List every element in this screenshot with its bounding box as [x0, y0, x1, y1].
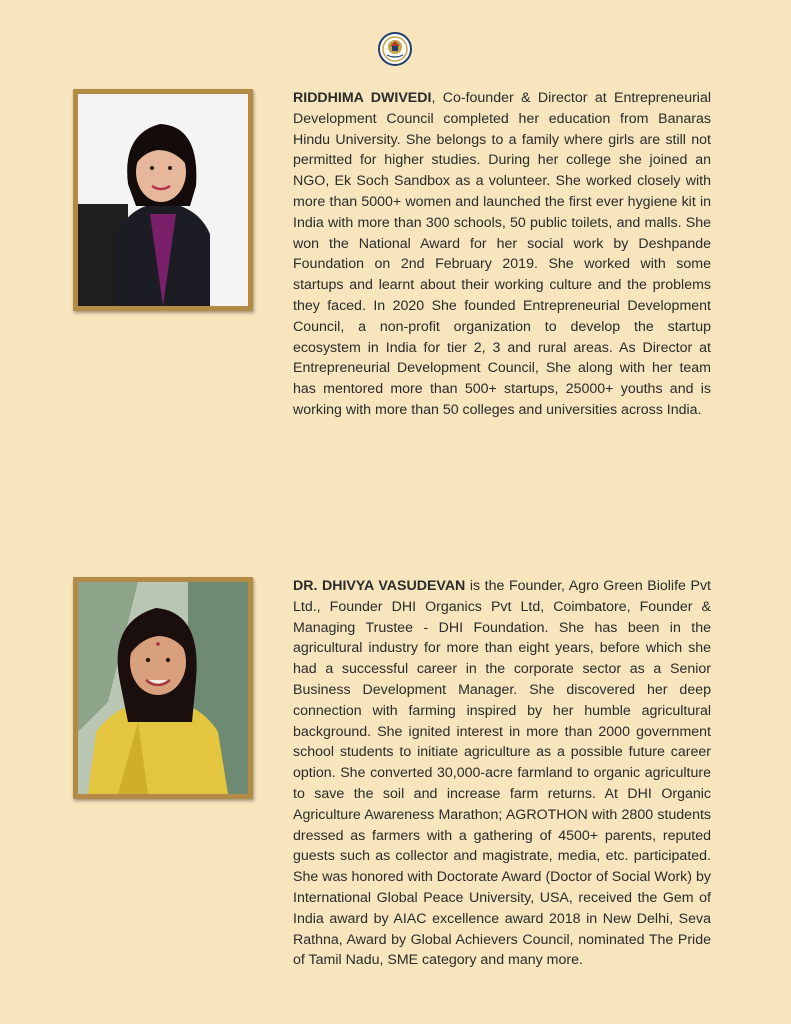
portrait-woman-yellow-saree-icon — [78, 582, 248, 794]
person-name: DR. DHIVYA VASUDEVAN — [293, 578, 466, 594]
bio-text: is the Founder, Agro Green Biolife Pvt Ltd., Founder DHI Organics Pvt Ltd, Coimbatore, Founder & Managing Trustee - DHI Foundation. She has been in the agricultural industry for more than eight years, before which she had a successful career in the corporate sector as a Senior Business Development Manager. She discovered her deep connection with farming inspired by her humble agricultural background. She ignited interest in more than 2000 government school students to initiate agriculture as a possible future career option. She converted 30,000-acre farmland to organic agriculture to save the soil and increase farm returns. At DHI Organic Agriculture Awareness Marathon; AGROTHON with 2800 students dressed as farmers with a gathering of 4500+ parents, reputed guests such as collector and magistrate, media, etc. participated. She was honored with Doctorate Award (Doctor of Social Work) by International Global Peace University, USA, received the Gem of India award by AIAC excellence award 2018 in New Delhi, Seva Rathna, Award by Global Achievers Council, nominated The Pride of Tamil Nadu, SME category and many more. — [293, 578, 711, 969]
portrait-photo-1 — [73, 89, 253, 311]
bio-paragraph-2 — [293, 576, 711, 971]
bio-text: , Co-founder & Director at Entrepreneurial Development Council completed her education from Banaras Hindu University. She belongs to a family where girls are still not permitted for higher studies. During her college she joined an NGO, Ek Soch Sandbox as a volunteer. She worked closely with more than 5000+ women and launched the first ever hygiene kit in India with more than 300 schools, 50 public toilets, and malls. She won the National Award for her social work by Deshpande Foundation on 2nd February 2019. She worked with some startups and learnt about their working culture and the problems they faced. In 2020 She founded Entrepreneurial Development Council, a non-profit organization to develop the startup ecosystem in India for tier 2, 3 and rural areas. As Director at Entrepreneurial Development Council, She along with her team has mentored more than 500+ startups, 25000+ youths and is working with more than 50 colleges and universities across India. — [293, 90, 711, 418]
portrait-woman-dark-blazer-icon — [78, 94, 248, 306]
round-emblem-icon — [378, 32, 412, 66]
person-name: RIDDHIMA DWIVEDI — [293, 90, 432, 106]
bio-paragraph-1 — [293, 88, 711, 421]
portrait-photo-2 — [73, 577, 253, 799]
